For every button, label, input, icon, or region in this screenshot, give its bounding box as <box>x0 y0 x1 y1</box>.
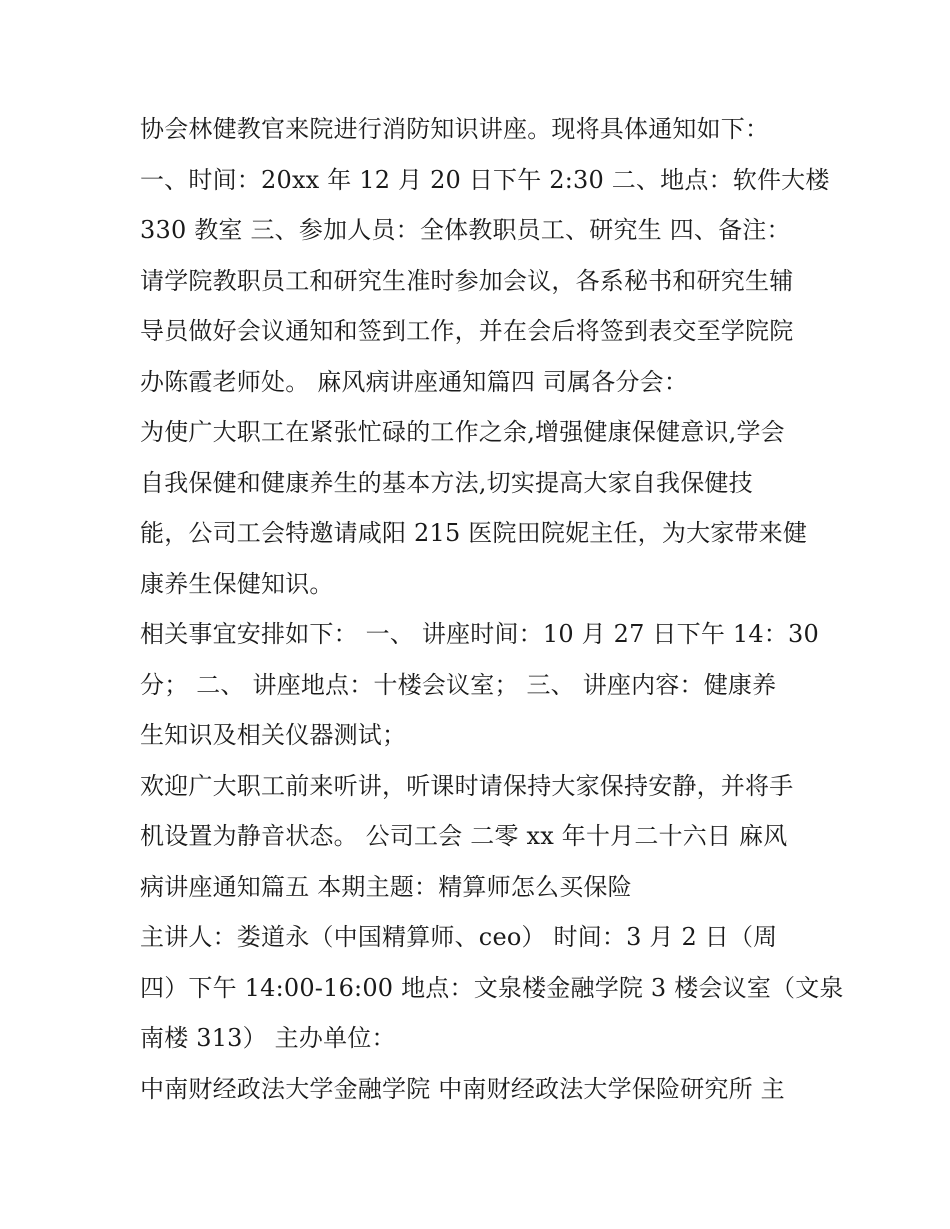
body-line: 能，公司工会特邀请咸阳 215 医院田院妮主任，为大家带来健 <box>140 519 808 547</box>
body-line: 请学院教职员工和研究生准时参加会议，各系秘书和研究生辅 <box>140 266 794 295</box>
body-line: 导员做好会议通知和签到工作，并在会后将签到表交至学院院 <box>140 317 794 345</box>
body-line: 相关事宜安排如下： 一、 讲座时间：10 月 27 日下午 14：30 <box>140 620 819 648</box>
body-line: 330 教室 三、参加人员：全体教职员工、研究生 四、备注： <box>140 216 791 244</box>
body-line: 分； 二、 讲座地点：十楼会议室； 三、 讲座内容：健康养 <box>140 670 777 699</box>
body-line: 生知识及相关仪器测试； <box>140 721 407 749</box>
body-line: 病讲座通知篇五 本期主题：精算师怎么买保险 <box>140 872 632 901</box>
body-line: 机设置为静音状态。 公司工会 二零 xx 年十月二十六日 麻风 <box>140 822 788 850</box>
body-line: 主讲人：娄道永（中国精算师、ceo） 时间：3 月 2 日（周 <box>140 923 778 951</box>
body-line: 协会林健教官来院进行消防知识讲座。现将具体通知如下： <box>140 115 770 143</box>
body-line: 自我保健和健康养生的基本方法,切实提高大家自我保健技 <box>140 468 753 497</box>
body-line: 中南财经政法大学金融学院 中南财经政法大学保险研究所 主 <box>140 1074 785 1103</box>
body-line: 为使广大职工在紧张忙碌的工作之余,增强健康保健意识,学会 <box>140 418 785 446</box>
body-line: 一、时间：20xx 年 12 月 20 日下午 2:30 二、地点：软件大楼 <box>140 165 830 194</box>
body-line: 康养生保健知识。 <box>140 569 334 598</box>
body-line: 欢迎广大职工前来听讲，听课时请保持大家保持安静，并将手 <box>140 771 794 800</box>
body-line: 四）下午 14:00-16:00 地点：文泉楼金融学院 3 楼会议室（文泉 <box>140 973 844 1002</box>
body-line: 南楼 313） 主办单位： <box>140 1024 396 1052</box>
body-line: 办陈霞老师处。 麻风病讲座通知篇四 司属各分会： <box>140 367 689 396</box>
document-body <box>140 104 844 1114</box>
